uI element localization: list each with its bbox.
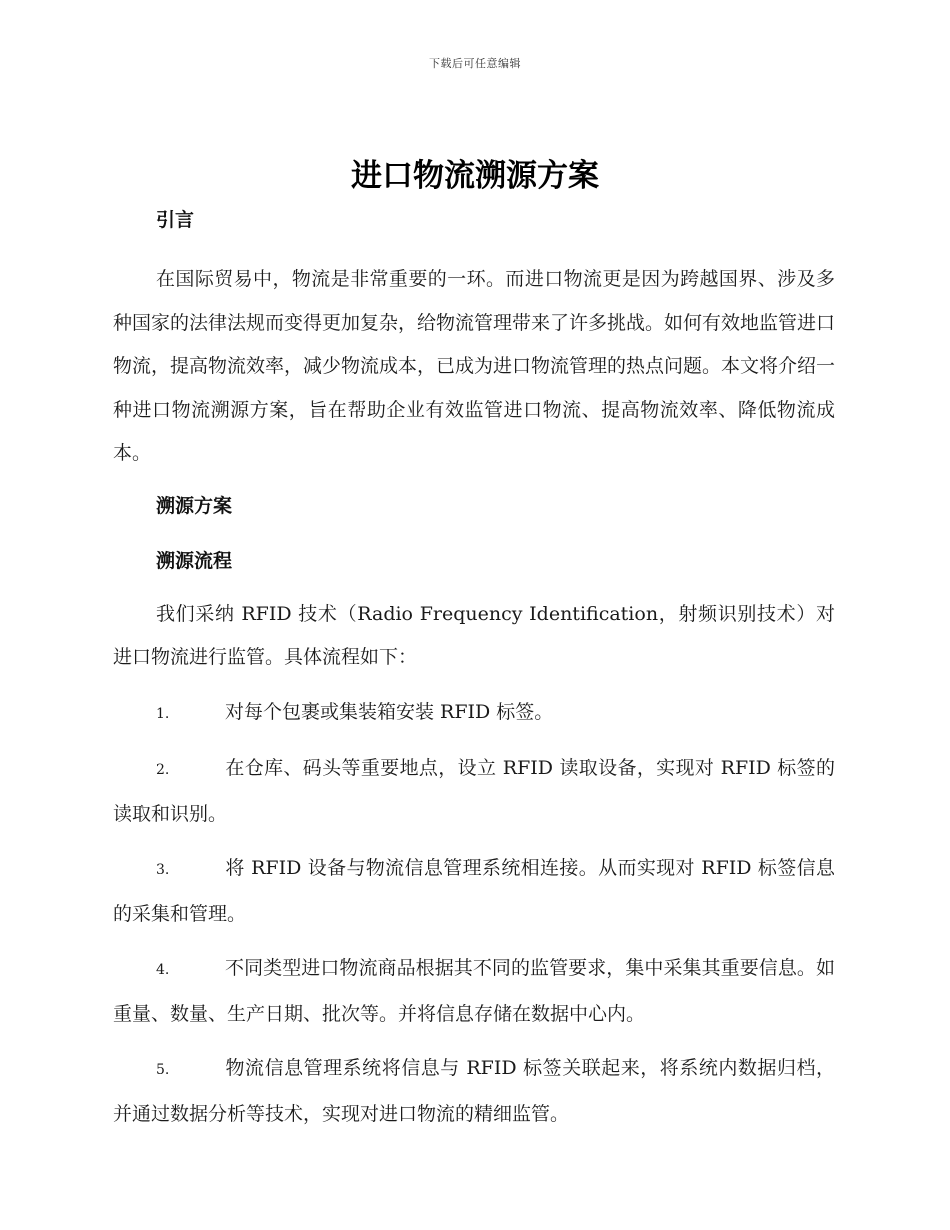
list-number: 3. xyxy=(156,862,170,878)
list-item xyxy=(113,691,835,737)
list-text: 在仓库、码头等重要地点，设立 RFID 读取设备，实现对 RFID 标签的读取和识别。 xyxy=(113,757,835,825)
scheme-heading: 溯源方案 xyxy=(156,494,233,517)
intro-heading: 引言 xyxy=(156,209,195,231)
list-text: 物流信息管理系统将信息与 RFID 标签关联起来，将系统内数据归档，并通过数据分析等技术，实现对进口物流的精细监管。 xyxy=(113,1057,835,1125)
list-number: 4. xyxy=(156,962,170,978)
list-number: 1. xyxy=(156,705,170,722)
intro-paragraph: 在国际贸易中，物流是非常重要的一环。而进口物流更是因为跨越国界、涉及多种国家的法律法规而变得更加复杂，给物流管理带来了许多挑战。如何有效地监管进口物流，提高物流效率，减少物流成本，已成为进口物流管理的热点问题。本文将介绍一种进口物流溯源方案，旨在帮助企业有效监管进口物流、提高物流效率、降低物流成本。 xyxy=(113,268,836,464)
document-title: 进口物流溯源方案 xyxy=(351,158,599,194)
list-text: 将 RFID 设备与物流信息管理系统相连接。从而实现对 RFID 标签信息的采集和管理。 xyxy=(113,857,835,925)
list-item xyxy=(113,847,835,936)
process-heading: 溯源流程 xyxy=(156,549,233,572)
document-body xyxy=(113,204,835,1136)
list-text: 对每个包裹或集装箱安装 RFID 标签。 xyxy=(225,700,554,723)
list-item xyxy=(113,747,835,836)
list-number: 5. xyxy=(156,1062,170,1078)
list-text: 不同类型进口物流商品根据其不同的监管要求，集中采集其重要信息。如重量、数量、生产日期、批次等。并将信息存储在数据中心内。 xyxy=(113,957,835,1025)
list-number: 2. xyxy=(156,762,170,778)
process-paragraph: 我们采纳 RFID 技术（Radio Frequency Identification，射频识别技术）对进口物流进行监管。具体流程如下： xyxy=(113,602,835,668)
page-header: 下载后可任意编辑 xyxy=(429,57,521,70)
list-item xyxy=(113,1047,835,1136)
list-item xyxy=(113,947,835,1036)
